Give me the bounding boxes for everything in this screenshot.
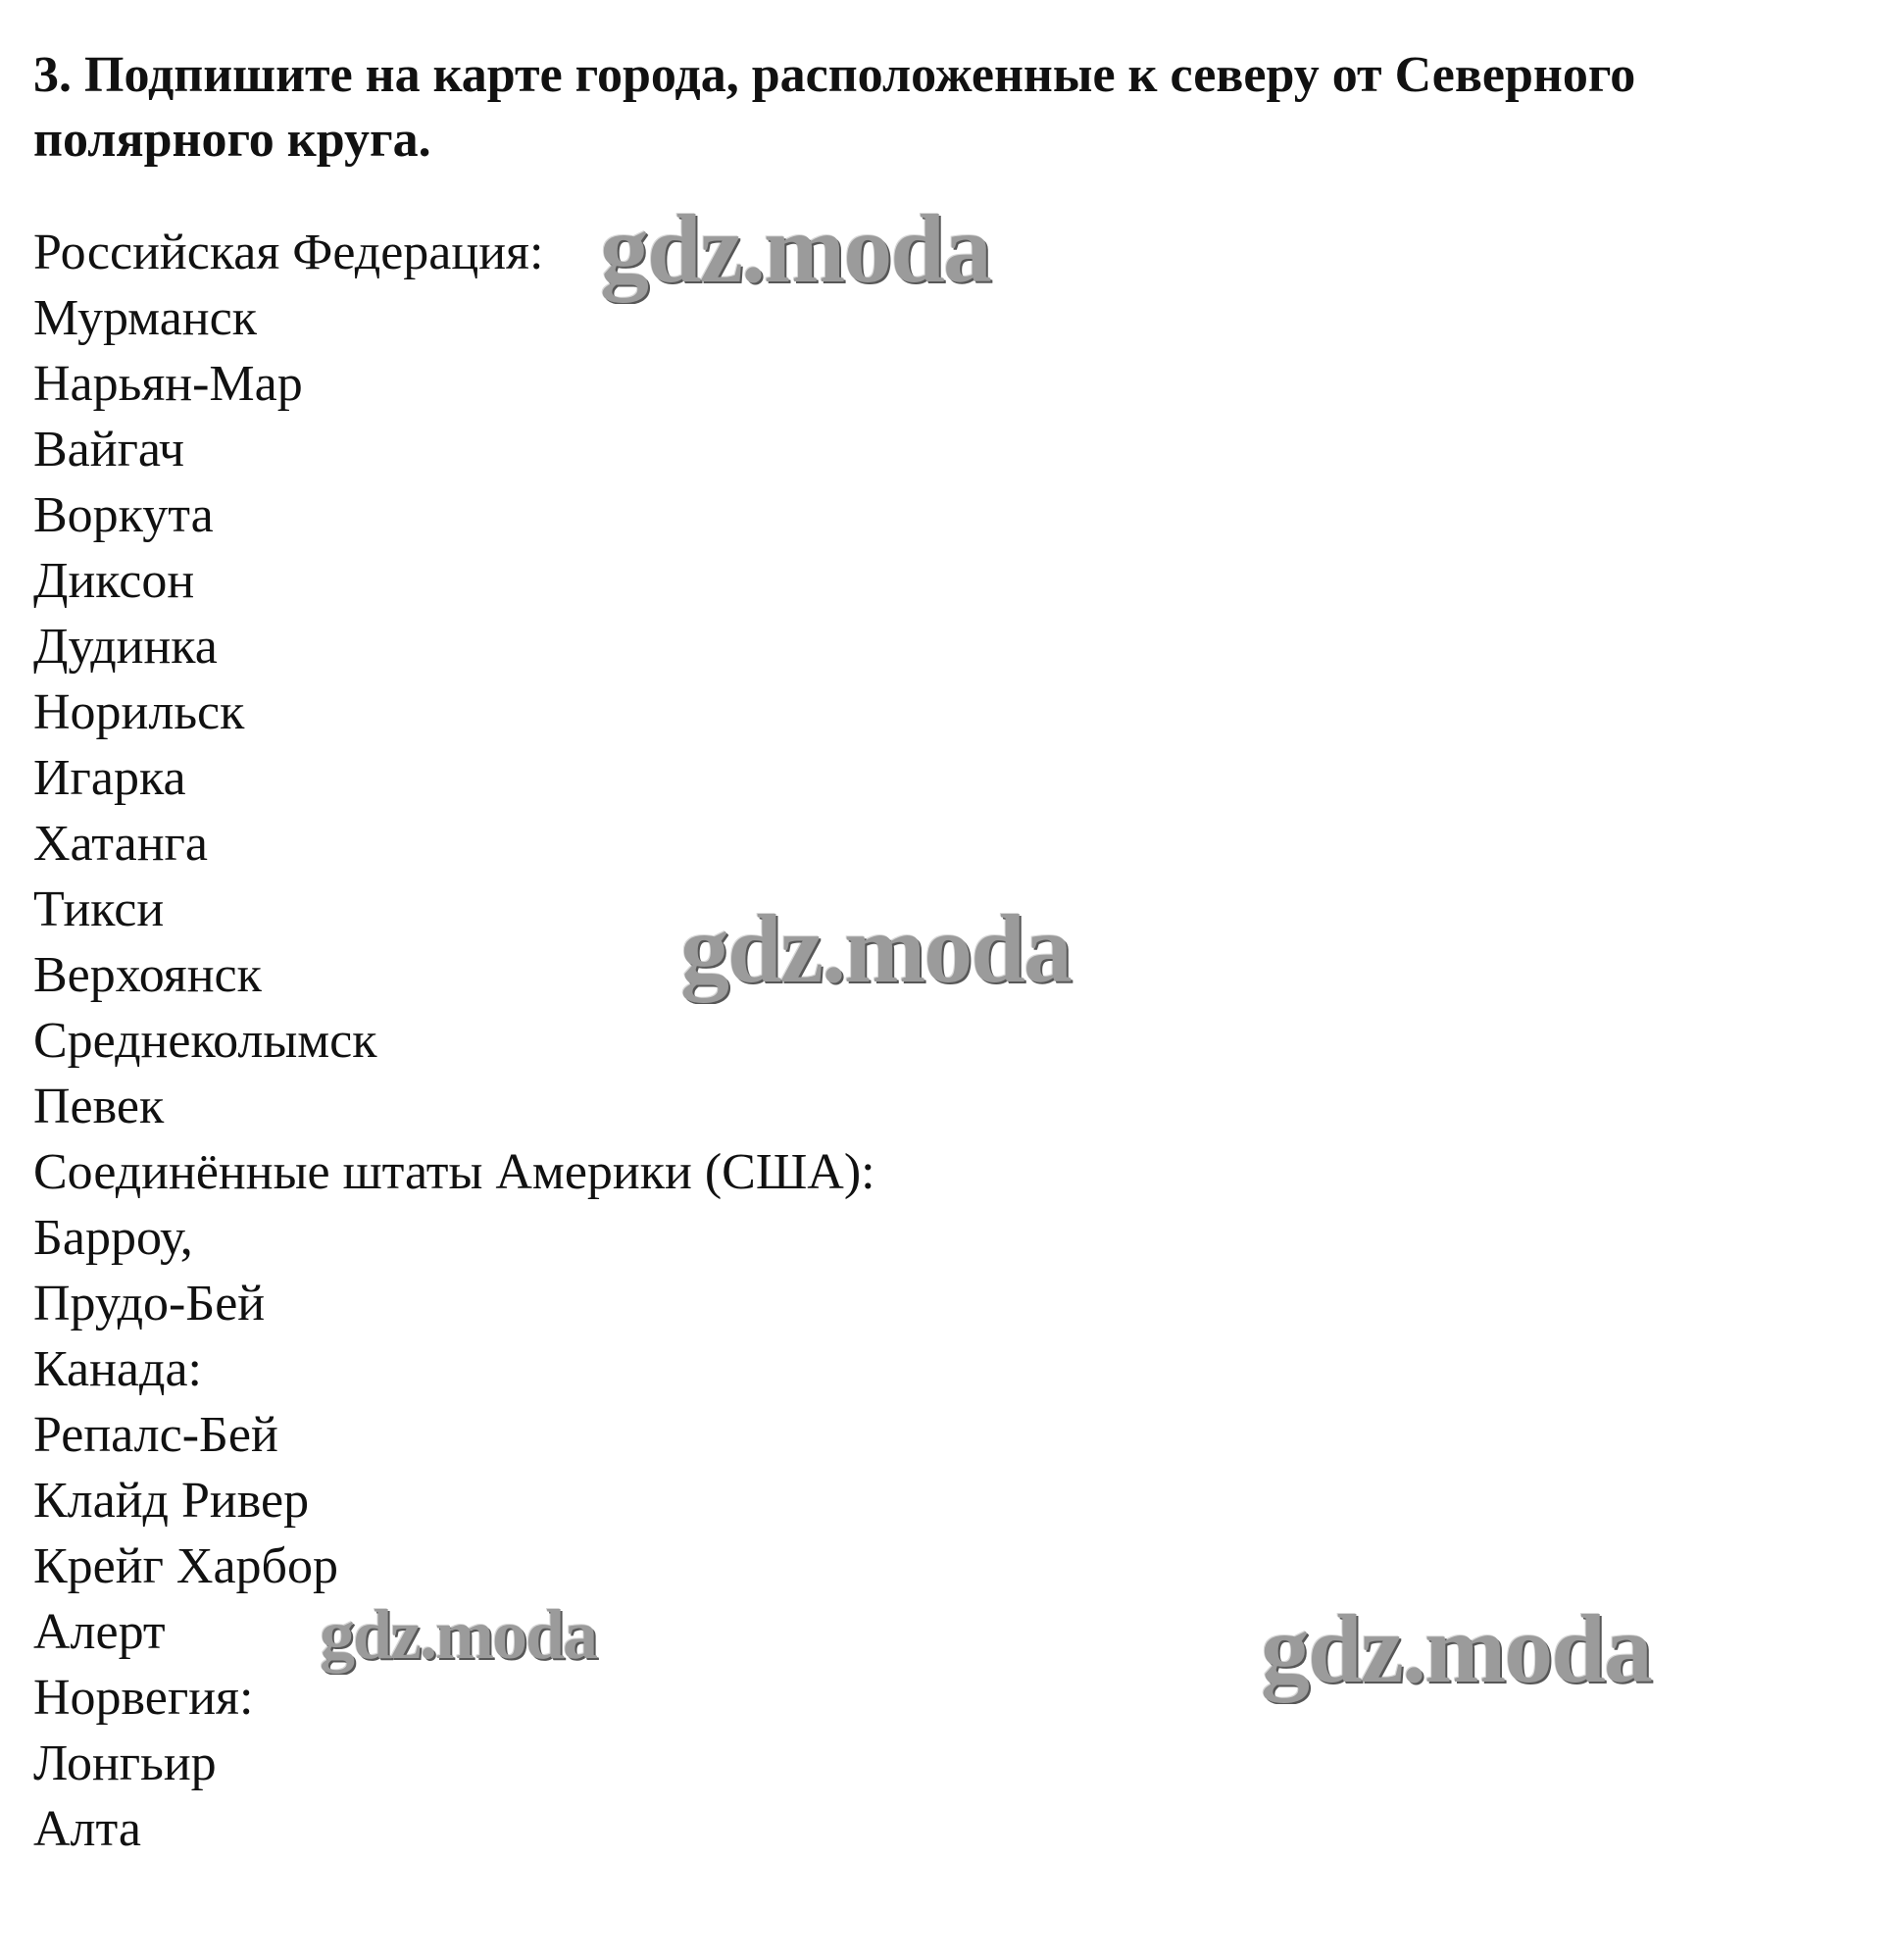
list-item: Клайд Ривер: [33, 1473, 310, 1529]
list-item: Барроу,: [33, 1210, 193, 1266]
list-item: Дудинка: [33, 619, 218, 675]
list-item: Лонгьир: [33, 1735, 217, 1791]
list-item: Норильск: [33, 684, 245, 740]
list-item: Певек: [33, 1079, 165, 1134]
list-item: Канада:: [33, 1341, 202, 1397]
list-item: Верхоянск: [33, 947, 262, 1003]
list-item: Диксон: [33, 553, 195, 609]
list-item: Алерт: [33, 1604, 166, 1660]
list-item: Российская Федерация:: [33, 225, 544, 280]
list-item: Крейг Харбор: [33, 1538, 339, 1594]
list-item: Нарьян-Мар: [33, 356, 303, 412]
list-item: Хатанга: [33, 816, 208, 872]
list-item: Репалс-Бей: [33, 1407, 278, 1463]
watermark: gdz.moda: [600, 194, 990, 303]
list-item: Соединённые штаты Америки (США):: [33, 1144, 875, 1200]
list-item: Мурманск: [33, 290, 257, 346]
list-item: Алта: [33, 1801, 141, 1857]
list-item: Среднеколымск: [33, 1013, 377, 1069]
cities-list: [33, 220, 875, 1862]
list-item: Вайгач: [33, 422, 185, 477]
watermark: gdz.moda: [1261, 1594, 1651, 1703]
list-item: Игарка: [33, 750, 186, 806]
task-heading: 3. Подпишите на карте города, расположенные к северу от Северного полярного круга.: [33, 47, 1636, 168]
list-item: Воркута: [33, 487, 214, 543]
list-item: Норвегия:: [33, 1670, 254, 1726]
watermark: gdz.moda: [680, 894, 1071, 1003]
list-item: Тикси: [33, 881, 165, 937]
watermark: gdz.moda: [320, 1595, 597, 1674]
list-item: Прудо-Бей: [33, 1276, 266, 1332]
